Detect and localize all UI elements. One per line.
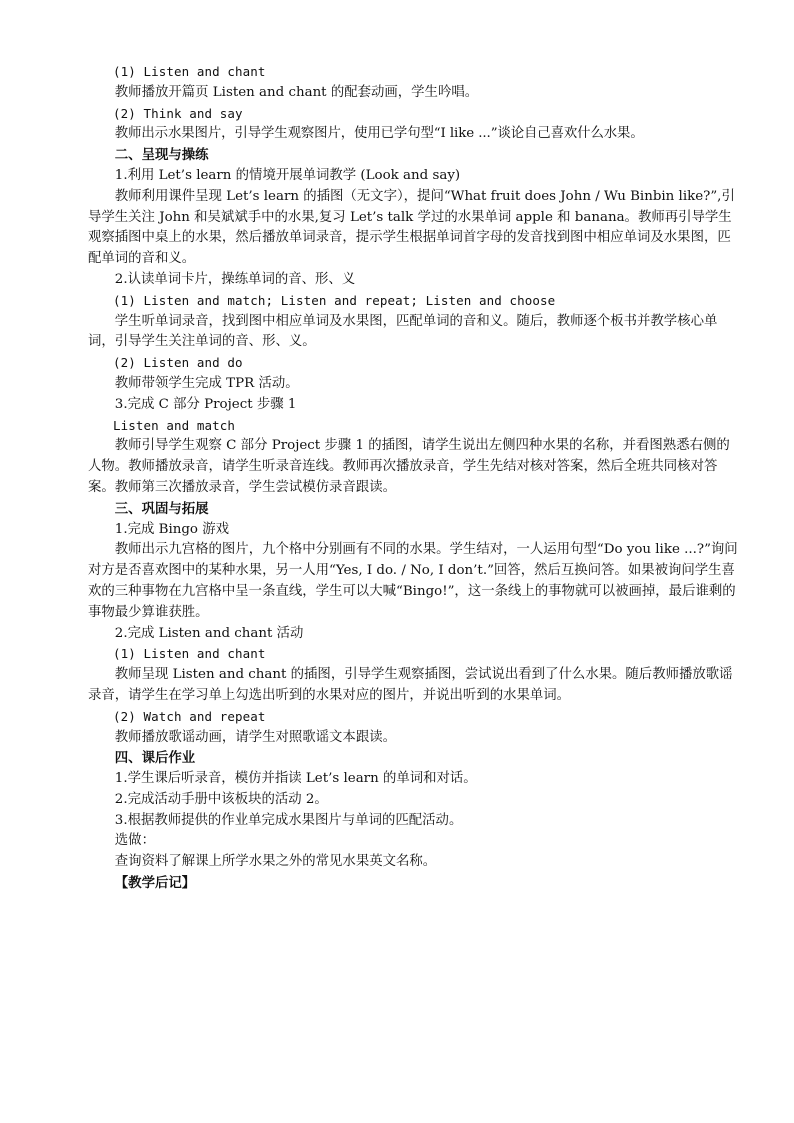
step-think-and-say: (2) Think and say bbox=[113, 105, 243, 121]
paragraph-6: 教师引导学生观察 C 部分 Project 步骤 1 的插图，请学生说出左侧四种水果的名称，并看图熟悉右侧的人物。教师播放录音，请学生听录音连线。教师再次播放录音，学生先结对核对答案，然后全班共同核对答案。教师第三次播放录音，学生尝试模仿录音跟读。 bbox=[88, 438, 730, 495]
subheading-3: 3.完成 C 部分 Project 步骤 1 bbox=[114, 396, 297, 412]
step-match-repeat-choose: (1) Listen and match; Listen and repeat; Listen and choose bbox=[113, 292, 556, 308]
teaching-reflection-heading: 【教学后记】 bbox=[114, 875, 196, 892]
paragraph-2: 教师出示水果图片，引导学生观察图片，使用已学句型“I like ...”谈论自己喜欢什么水果。 bbox=[114, 126, 644, 142]
document-page bbox=[88, 62, 738, 894]
step-watch-and-repeat: (2) Watch and repeat bbox=[113, 708, 266, 724]
paragraph-8: 教师呈现 Listen and chant 的插图，引导学生观察插图，尝试说出看到了什么水果。随后教师播放歌谣录音，请学生在学习单上勾选出听到的水果对应的图片，并说出听到的水果单词。 bbox=[88, 667, 733, 703]
section-heading-homework: 四、课后作业 bbox=[114, 750, 196, 767]
step-listen-and-chant: (1) Listen and chant bbox=[113, 64, 266, 79]
homework-item-1: 1.学生课后听录音，模仿并指读 Let’s learn 的单词和对话。 bbox=[114, 771, 477, 787]
paragraph-4: 学生听单词录音，找到图中相应单词及水果图，匹配单词的音和义。随后，教师逐个板书并教学核心单词，引导学生关注单词的音、形、义。 bbox=[88, 313, 718, 350]
paragraph-7: 教师出示九宫格的图片，九个格中分别画有不同的水果。学生结对，一人运用句型“Do you like ...?”询问对方是否喜欢图中的某种水果，另一人用“Yes, I do. / No, I don’t.”回答，然后互换问答。如果被询问学生喜欢的三种事物在九宫格中呈一条直线，学生可以大喊“Bingo!”，这一条线上的事物就可以被画掉，最后谁剩的事物最少算谁获胜。 bbox=[88, 542, 738, 620]
subheading-4: 1.完成 Bingo 游戏 bbox=[114, 521, 230, 537]
section-heading-presentation: 二、呈现与操练 bbox=[114, 147, 209, 164]
subheading-2: 2.认读单词卡片，操练单词的音、形、义 bbox=[114, 271, 356, 287]
paragraph-3: 教师利用课件呈现 Let’s learn 的插图（无文字），提问“What fruit does John / Wu Binbin like?”,引导学生关注 John 和吴斌斌手中的水果,复习 Let’s talk 学过的水果单词 apple 和 banana。教师再引导学生观察插图中桌上的水果，然后播放单词录音，提示学生根据单词首字母的发音找到图中相应单词及水果图，匹配单词的音和义。 bbox=[88, 188, 735, 267]
paragraph-1: 教师播放开篇页 Listen and chant 的配套动画，学生吟唱。 bbox=[114, 84, 479, 100]
step-listen-and-match: Listen and match bbox=[113, 417, 236, 433]
optional-task: 查询资料了解课上所学水果之外的常见水果英文名称。 bbox=[114, 854, 437, 870]
paragraph-5: 教师带领学生完成 TPR 活动。 bbox=[114, 375, 299, 391]
step-listen-and-chant-2: (1) Listen and chant bbox=[113, 646, 266, 662]
homework-item-3: 3.根据教师提供的作业单完成水果图片与单词的匹配活动。 bbox=[114, 812, 463, 828]
section-heading-consolidation: 三、巩固与拓展 bbox=[114, 500, 209, 517]
paragraph-9: 教师播放歌谣动画，请学生对照歌谣文本跟读。 bbox=[114, 729, 396, 745]
step-listen-and-do: (2) Listen and do bbox=[113, 355, 243, 371]
optional-label: 选做： bbox=[114, 833, 155, 849]
subheading-5: 2.完成 Listen and chant 活动 bbox=[114, 625, 304, 641]
homework-item-2: 2.完成活动手册中该板块的活动 2。 bbox=[114, 791, 328, 807]
subheading-1: 1.利用 Let’s learn 的情境开展单词教学 (Look and say) bbox=[114, 167, 461, 183]
